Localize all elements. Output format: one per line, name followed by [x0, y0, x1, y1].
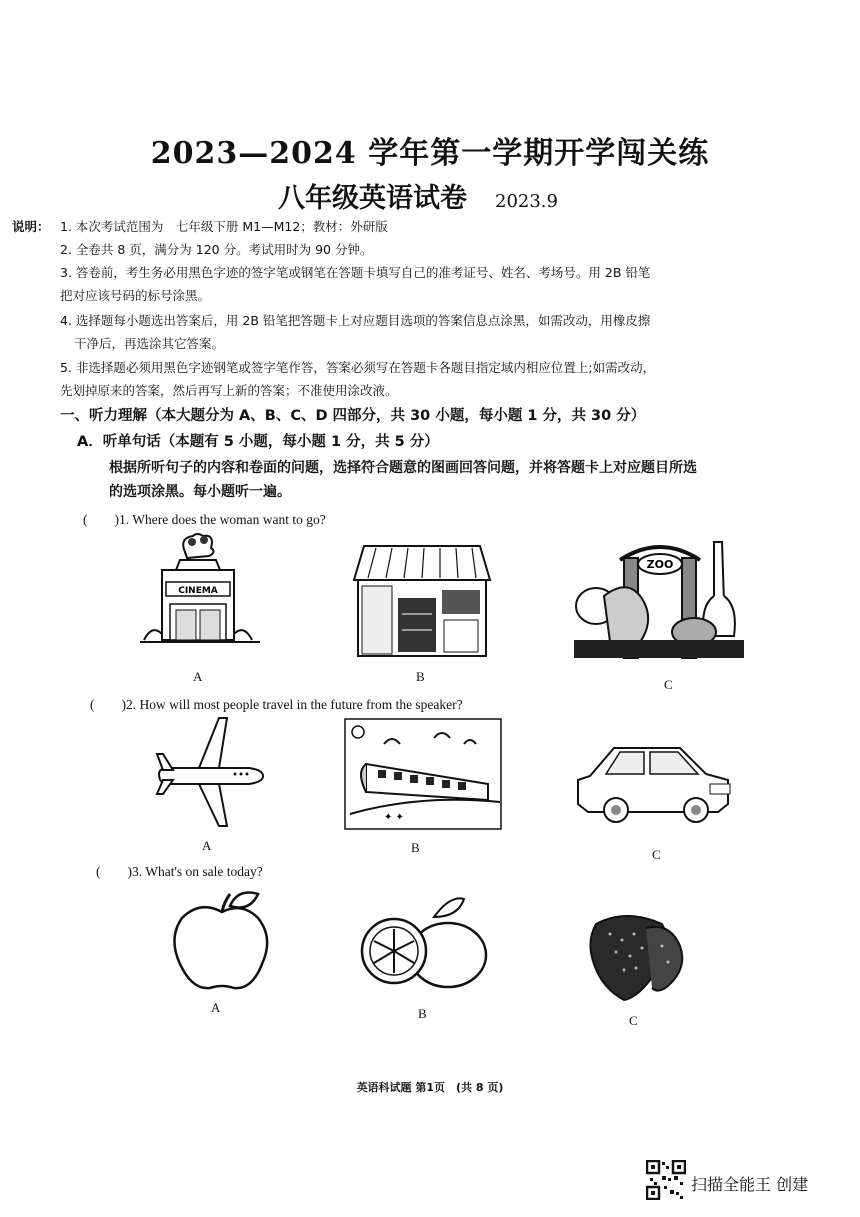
option-label: C: [664, 677, 673, 692]
note-line: 干净后，再选涂其它答案。: [74, 336, 225, 351]
notes-label: 说明：: [12, 219, 50, 234]
answer-paren[interactable]: ( ): [96, 864, 132, 879]
subtitle-text: 八年级英语试卷: [278, 183, 467, 214]
scanner-watermark: 扫描全能王 创建: [691, 1175, 809, 1194]
option-label: B: [416, 669, 425, 684]
apple-image: [172, 888, 272, 992]
zoo-image: [574, 536, 744, 660]
instruction-line: 根据所听句子的内容和卷面的问题，选择符合题意的图画回答问题，并将答题卡上对应题目所选: [109, 460, 697, 476]
note-line: 把对应该号码的标号涂黑。: [60, 288, 211, 303]
note-line: 4. 选择题每小题选出答案后，用 2B 铅笔把答题卡上对应题目选项的答案信息点涂黑，如需改动，用橡皮擦: [60, 313, 651, 328]
answer-paren[interactable]: ( ): [83, 512, 119, 527]
question-text: 2. How will most people travel in the future from the speaker?: [126, 697, 463, 712]
question-1: [83, 508, 326, 528]
part-a-heading: A．听单句话（本题有 5 小题，每小题 1 分，共 5 分）: [77, 434, 439, 450]
option-label: C: [652, 847, 661, 862]
option-label: B: [418, 1006, 427, 1021]
note-line: 2. 全卷共 8 页，满分为 120 分。考试用时为 90 分钟。: [60, 242, 373, 257]
note-line: 1. 本次考试范围为 七年级下册 M1—M12；教材：外研版: [60, 219, 388, 234]
answer-paren[interactable]: ( ): [90, 697, 126, 712]
note-line: 3. 答卷前，考生务必用黑色字迹的签字笔或钢笔在答题卡填写自己的准考证号、姓名、考场号。用 2B 铅笔: [60, 265, 651, 280]
cinema-image: [140, 532, 260, 650]
cinema-sign: CINEMA: [178, 586, 218, 596]
option-label: C: [629, 1013, 638, 1028]
lemon-image: [356, 895, 490, 995]
train-scribble: ✦ ✦: [384, 812, 404, 823]
note-line: 5. 非选择题必须用黑色字迹钢笔或签字笔作答，答案必须写在答题卡各题目指定域内相应位置上;如需改动，: [60, 360, 656, 375]
plane-image: [155, 714, 265, 830]
instruction-line: 的选项涂黑。每小题听一遍。: [109, 484, 291, 500]
exam-date: 2023.9: [495, 191, 558, 212]
exam-subtitle: [278, 176, 558, 215]
shop-image: [352, 544, 492, 660]
qr-code-icon: [646, 1160, 686, 1200]
question-text: 1. Where does the woman want to go?: [119, 512, 326, 527]
option-label: A: [211, 1000, 221, 1015]
exam-title: 2023—2024 学年第一学期开学闯关练: [150, 136, 710, 171]
question-text: 3. What's on sale today?: [132, 864, 263, 879]
question-2: [90, 693, 463, 713]
page-footer: 英语科试题 第1页 (共 8 页): [356, 1081, 504, 1094]
option-label: B: [411, 840, 420, 855]
car-image: [572, 734, 736, 826]
zoo-sign: ZOO: [646, 558, 674, 571]
option-label: A: [202, 838, 212, 853]
option-label: A: [193, 669, 203, 684]
section-heading: 一、听力理解（本大题分为 A、B、C、D 四部分，共 30 小题，每小题 1 分，共 30 分）: [60, 408, 646, 424]
question-3: [96, 860, 263, 880]
train-image: [344, 718, 502, 830]
note-line: 先划掉原来的答案，然后再写上新的答案；不准使用涂改液。: [60, 383, 398, 398]
strawberry-image: [586, 910, 690, 1002]
